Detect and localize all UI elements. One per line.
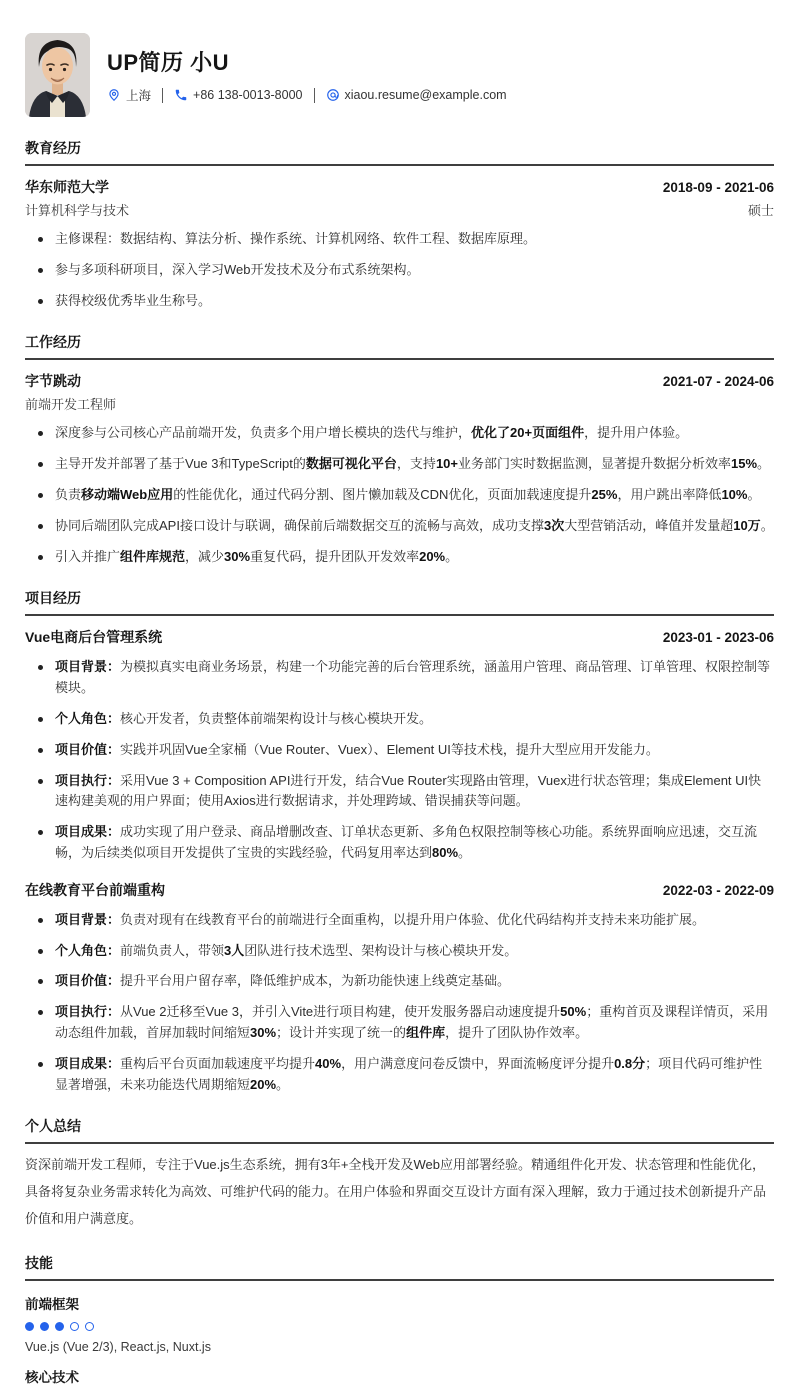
project-entry-2	[25, 880, 774, 1096]
project-bullets	[25, 657, 774, 863]
phone-icon	[174, 88, 188, 102]
education-bullets	[25, 229, 774, 311]
skill-level-dot	[70, 1322, 79, 1331]
location-icon	[107, 88, 121, 102]
skill-level-dot	[55, 1322, 64, 1331]
education-major: 计算机科学与技术	[25, 203, 130, 218]
project-date: 2022-03 - 2022-09	[662, 882, 774, 898]
bullet-item: 项目背景：负责对现有在线教育平台的前端进行全面重构，以提升用户体验、优化代码结构并支持未来功能扩展。	[25, 910, 774, 931]
contact-location	[107, 86, 151, 104]
skill-group-frontend-frameworks	[25, 1293, 774, 1354]
school-name: 华东师范大学	[25, 179, 109, 195]
project-entry-1	[25, 627, 774, 863]
project-name: Vue电商后台管理系统	[25, 629, 163, 646]
skill-items: Vue.js (Vue 2/3), React.js, Nuxt.js	[25, 1340, 211, 1355]
bullet-item: 负责移动端Web应用的性能优化，通过代码分割、图片懒加载及CDN优化，页面加载速度提升25%，用户跳出率降低10%。	[25, 485, 774, 506]
bullet-item: 引入并推广组件库规范，减少30%重复代码，提升团队开发效率20%。	[25, 547, 774, 568]
bullet-item: 主导开发并部署了基于Vue 3和TypeScript的数据可视化平台，支持10+业务部门实时数据监测，显著提升数据分析效率15%。	[25, 454, 774, 475]
section-skills	[25, 1253, 774, 1386]
skill-level-dots	[25, 1322, 774, 1331]
education-date: 2018-09 - 2021-06	[662, 180, 774, 195]
profile-photo	[25, 33, 90, 117]
bullet-item: 项目价值：实践并巩固Vue全家桶（Vue Router、Vuex）、Element UI等技术栈，提升大型应用开发能力。	[25, 740, 774, 761]
candidate-name: UP简历 小U	[107, 50, 230, 75]
section-education	[25, 138, 774, 311]
contact-phone	[174, 88, 302, 102]
bullet-item: 主修课程：数据结构、算法分析、操作系统、计算机网络、软件工程、数据库原理。	[25, 229, 774, 250]
bullet-item: 项目成果：成功实现了用户登录、商品增删改查、订单状态更新、多角色权限控制等核心功能。系统界面响应迅速，交互流畅，为后续类似项目开发提供了宝贵的实践经验，代码复用率达到80%。	[25, 822, 774, 864]
section-title-education: 教育经历	[25, 138, 774, 166]
skill-group-name: 前端框架	[25, 1297, 79, 1313]
bullet-item: 个人角色：前端负责人，带领3人团队进行技术选型、架构设计与核心模块开发。	[25, 941, 774, 962]
profile-photo-illustration	[25, 33, 90, 117]
skill-level-dot	[25, 1322, 34, 1331]
project-name: 在线教育平台前端重构	[25, 881, 165, 898]
contact-email	[326, 88, 507, 102]
project-date: 2023-01 - 2023-06	[662, 630, 774, 646]
bullet-item: 项目成果：重构后平台页面加载速度平均提升40%，用户满意度问卷反馈中，界面流畅度评分提升0.8分；项目代码可维护性显著增强，未来功能迭代周期缩短20%。	[25, 1054, 774, 1096]
company-name: 字节跳动	[25, 373, 81, 390]
work-bullets	[25, 423, 774, 567]
contact-phone-text: +86 138-0013-8000	[193, 88, 303, 102]
bullet-item: 协同后端团队完成API接口设计与联调，确保前后端数据交互的流畅与高效，成功支撑3次大型营销活动，峰值并发量超10万。	[25, 516, 774, 537]
contact-email-text: xiaou.resume@example.com	[344, 88, 507, 102]
contact-divider	[314, 88, 315, 103]
section-title-projects: 项目经历	[25, 588, 774, 616]
section-title-skills: 技能	[25, 1253, 774, 1281]
section-title-summary: 个人总结	[25, 1116, 774, 1144]
header-text	[107, 46, 507, 104]
education-entry	[25, 177, 774, 311]
section-summary	[25, 1116, 774, 1232]
skill-level-dot	[85, 1322, 94, 1331]
contact-row	[107, 86, 507, 104]
contact-divider	[162, 88, 163, 103]
bullet-item: 深度参与公司核心产品前端开发，负责多个用户增长模块的迭代与维护，优化了20+页面组件，提升用户体验。	[25, 423, 774, 444]
skill-group-core-tech	[25, 1366, 774, 1386]
skill-level-dot	[40, 1322, 49, 1331]
resume-header	[25, 33, 774, 117]
project-bullets	[25, 910, 774, 1096]
bullet-item: 项目背景：为模拟真实电商业务场景，构建一个功能完善的后台管理系统，涵盖用户管理、商品管理、订单管理、权限控制等模块。	[25, 657, 774, 699]
section-work	[25, 332, 774, 567]
education-degree: 硕士	[747, 203, 774, 218]
contact-location-text: 上海	[126, 89, 152, 103]
bullet-item: 项目执行：从Vue 2迁移至Vue 3，并引入Vite进行项目构建，使开发服务器启动速度提升50%；重构首页及课程详情页，采用动态组件加载，首屏加载时间缩短30%；设计并实现了统一的组件库，提升了团队协作效率。	[25, 1002, 774, 1044]
email-icon	[326, 88, 340, 102]
work-date: 2021-07 - 2024-06	[662, 374, 774, 390]
bullet-item: 项目执行：采用Vue 3 + Composition API进行开发，结合Vue Router实现路由管理，Vuex进行状态管理；集成Element UI快速构建美观的用户界面；使用Axios进行数据请求，并处理跨域、错误捕获等问题。	[25, 771, 774, 813]
bullet-item: 项目价值：提升平台用户留存率，降低维护成本，为新功能快速上线奠定基础。	[25, 971, 774, 992]
bullet-item: 参与多项科研项目，深入学习Web开发技术及分布式系统架构。	[25, 260, 774, 281]
bullet-item: 个人角色：核心开发者，负责整体前端架构设计与核心模块开发。	[25, 709, 774, 730]
summary-text: 资深前端开发工程师，专注于Vue.js生态系统，拥有3年+全栈开发及Web应用部署经验。精通组件化开发、状态管理和性能优化，具备将复杂业务需求转化为高效、可维护代码的能力。在用户体验和界面交互设计方面有深入理解，致力于通过技术创新提升产品价值和用户满意度。	[25, 1157, 767, 1226]
section-title-work: 工作经历	[25, 332, 774, 360]
skill-group-name: 核心技术	[25, 1370, 79, 1386]
section-projects	[25, 588, 774, 1095]
work-entry	[25, 371, 774, 567]
bullet-item: 获得校级优秀毕业生称号。	[25, 291, 774, 312]
work-role: 前端开发工程师	[25, 397, 117, 413]
